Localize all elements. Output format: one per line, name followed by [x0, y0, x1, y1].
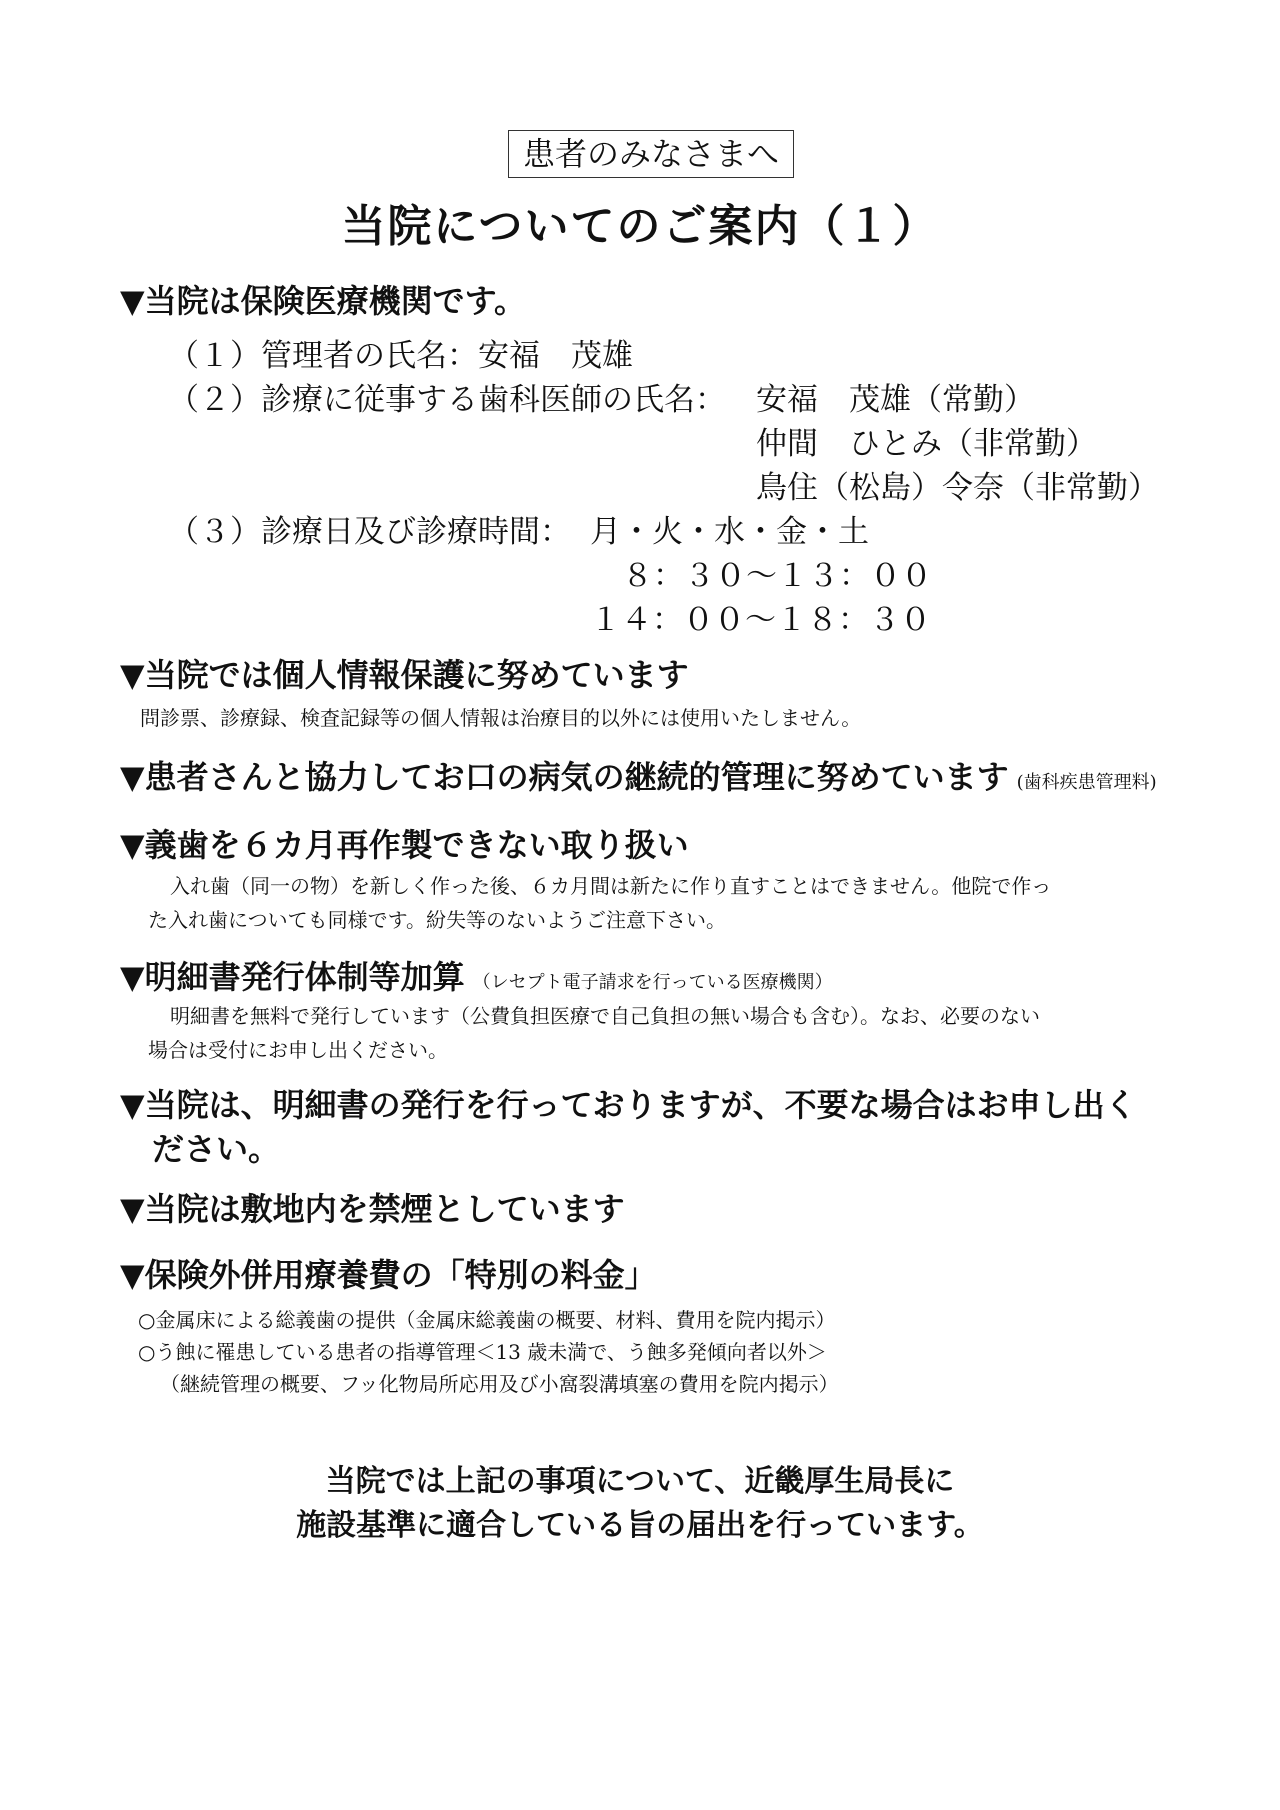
receipt-note: （レセプト電子請求を行っている医療機関）: [472, 972, 833, 993]
afternoon-hours: １４：００～１８：３０: [590, 602, 931, 638]
morning-hours: ８：３０～１３：００: [622, 558, 932, 594]
section-heading-denture: ▼義歯を６カ月再作製できない取り扱い: [120, 826, 689, 864]
dentist-name: 鳥住（松島）令奈（非常勤）: [756, 470, 1159, 506]
special-fee-item: ○金属床による総義歯の提供（金属床総義歯の概要、材料、費用を院内掲示）: [138, 1308, 836, 1332]
receipt-heading-text: ▼明細書発行体制等加算: [120, 958, 465, 996]
section-heading-management: [120, 752, 1157, 798]
hours-label: （３）診療日及び診療時間：: [168, 514, 571, 550]
dentist-name: 仲間 ひとみ（非常勤）: [756, 426, 1097, 462]
section-heading-smoking: ▼当院は敷地内を禁煙としています: [120, 1190, 625, 1228]
audience-label: 患者のみなさまへ: [508, 130, 794, 178]
footer-line: 当院では上記の事項について、近畿厚生局長に: [325, 1464, 955, 1499]
section-heading-privacy: ▼当院では個人情報保護に努めています: [120, 656, 689, 694]
section-heading-receipt: [120, 952, 833, 998]
special-fee-item-detail: （継続管理の概要、フッ化物局所応用及び小窩裂溝填塞の費用を院内掲示）: [160, 1372, 839, 1396]
denture-text-line: た入れ歯についても同様です。紛失等のないようご注意下さい。: [148, 908, 726, 932]
privacy-text: 問診票、診療録、検査記録等の個人情報は治療目的以外には使用いたしません。: [140, 706, 862, 730]
section-heading-statement: ▼当院は、明細書の発行を行っておりますが、不要な場合はお申し出く: [120, 1086, 1137, 1124]
management-heading-text: ▼患者さんと協力してお口の病気の継続的管理に努めています: [120, 758, 1009, 796]
clinic-days: 月・火・水・金・土: [590, 514, 869, 550]
page-title: 当院についてのご案内（１）: [341, 201, 939, 252]
receipt-text-line: 場合は受付にお申し出ください。: [148, 1038, 448, 1062]
section-heading-special-fee: ▼保険外併用療養費の「特別の料金」: [120, 1256, 657, 1294]
denture-text-line: 入れ歯（同一の物）を新しく作った後、６カ月間は新たに作り直すことはできません。他院で作っ: [170, 874, 1052, 898]
manager-name: （１）管理者の氏名：安福 茂雄: [168, 338, 633, 374]
management-note: (歯科疾患管理料): [1016, 772, 1157, 793]
dentists-label: （２）診療に従事する歯科医師の氏名：: [168, 382, 726, 418]
footer-line: 施設基準に適合している旨の届出を行っています。: [296, 1508, 984, 1543]
section-heading-insurance: ▼当院は保険医療機関です。: [120, 282, 527, 320]
receipt-text-line: 明細書を無料で発行しています（公費負担医療で自己負担の無い場合も含む）。なお、必要のない: [170, 1004, 1040, 1028]
dentist-name: 安福 茂雄（常勤）: [756, 382, 1035, 418]
section-heading-statement-cont: ださい。: [152, 1130, 281, 1168]
special-fee-item: ○う蝕に罹患している患者の指導管理＜13 歳未満で、う蝕多発傾向者以外＞: [138, 1340, 827, 1364]
